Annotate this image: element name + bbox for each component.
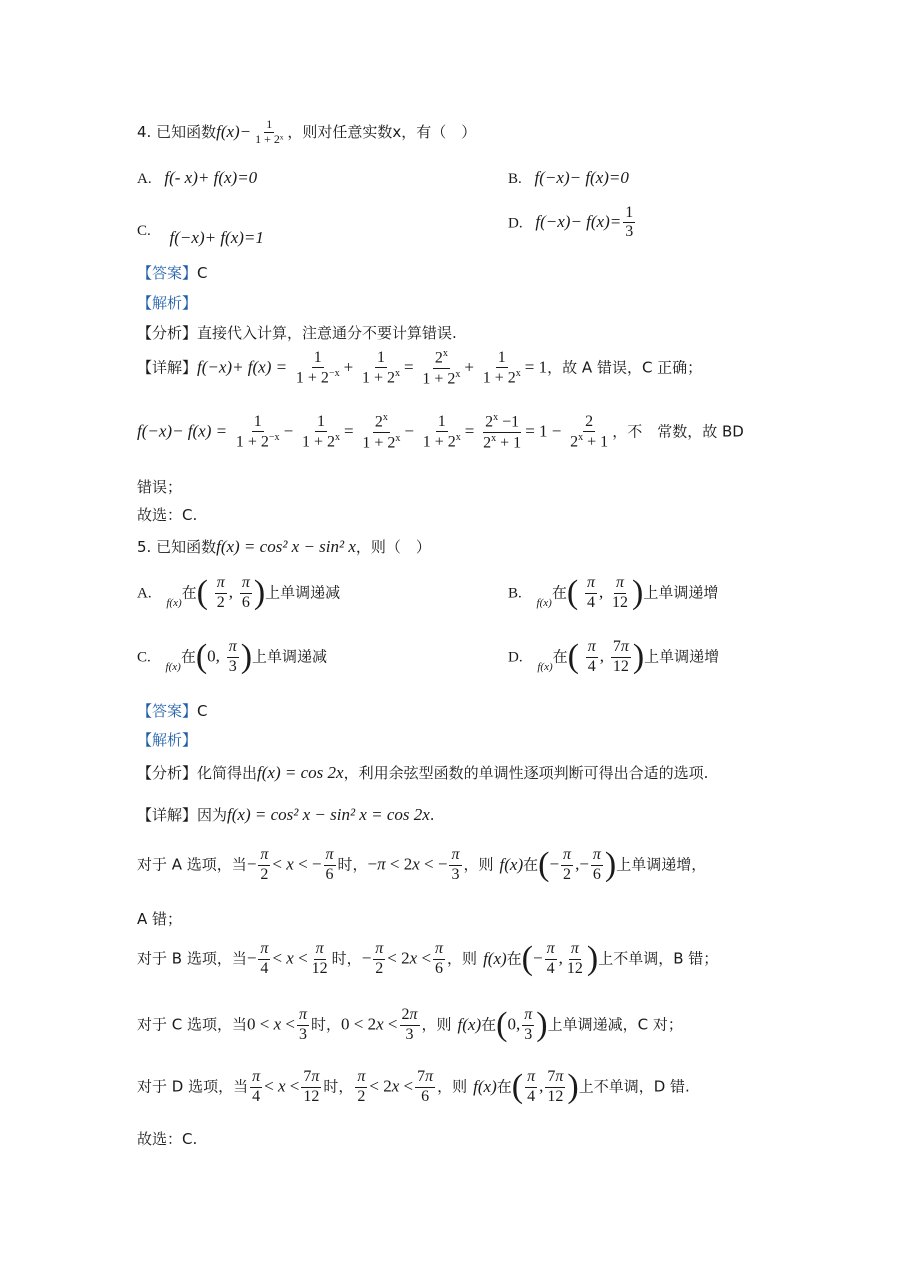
q5-item-c: 对于 C 选项，当0 < x < $\frac{\pi}{3}$ 时，0 < 2x < $\frac{2\pi}{3}$ ，则 f(x)在(0, $\frac{\pi}{3}$ )上单调递减，C 对； [137, 1006, 683, 1043]
q5-stem: 5. 已知函数f(x) = cos² x − sin² x，则（ ） [137, 537, 431, 556]
q4-option-b: B. f(−x)− f(x)=0 [508, 168, 629, 187]
q4-fraction: $\frac{1}{\text{1 + 2ˣ}}$ [255, 117, 284, 146]
q4-fenxi: 【分析】直接代入计算，注意通分不要计算错误. [137, 324, 457, 342]
q4-analysis-tag: 【解析】 [137, 294, 198, 312]
q4-option-c: C. f(−x)+ f(x)=1 [137, 223, 264, 247]
q5-option-a: A. $_{f(x)}$在( $\frac{\pi}{2}$ , $\frac{\pi}{6}$ )上单调递减 [137, 574, 341, 611]
q5-answer: 【答案】C [137, 702, 208, 720]
q4-option-a: A. f(- x)+ f(x)=0 [137, 168, 258, 187]
q4-stem [137, 118, 476, 147]
q5-detail: 【详解】因为f(x) = cos² x − sin² x = cos 2x. [137, 805, 435, 824]
q4-stem-suffix: ，则对任意实数x，有（ ） [287, 122, 477, 141]
q4-option-d: D. f(−x)− f(x)= $\frac{1}{3}$ [508, 204, 634, 241]
q4-detail-2: f(−x)− f(x) = $\frac{1}{1 + 2^{-x}}$ − $\frac{1}{1 + 2^x}$ = $\frac{2^x}{1 + 2^x}$ − $\frac{1}{1 + 2^x}$ = $\frac{2^x -1}{2^x + 1}$ = 1 − $\frac{2}{2^x + 1}$ ，不 常数，故 BD [137, 412, 744, 452]
q5-option-c: C. $_{f(x)}$在(0, $\frac{\pi}{3}$ )上单调递减 [137, 638, 328, 675]
q5-item-a: 对于 A 选项，当− $\frac{\pi}{2}$ < x < − $\frac{\pi}{6}$ 时，−π < 2x < − $\frac{\pi}{3}$ ，则 f(x)在(− $\frac{\pi}{2}$ ,− $\frac{\pi}{6}$ )上单调递增， [137, 846, 707, 883]
q4-answer: 【答案】C [137, 264, 208, 282]
q5-fenxi: 【分析】化简得出f(x) = cos 2x，利用余弦型函数的单调性逐项判断可得出合适的选项. [137, 763, 709, 782]
q5-option-b: B. $_{f(x)}$在( $\frac{\pi}{4}$ , $\frac{\pi}{12}$ )上单调递增 [508, 574, 719, 611]
q5-item-b: 对于 B 选项，当− $\frac{\pi}{4}$ < x < $\frac{\pi}{12}$ 时，− $\frac{\pi}{2}$ < 2x < $\frac{\pi}{6}$ ，则 f(x)在(− $\frac{\pi}{4}$ , $\frac{\pi}{12}$ )上不单调，B 错； [137, 940, 719, 977]
q5-item-a-cont: A 错； [137, 910, 183, 928]
q5-item-d: 对于 D 选项，当 $\frac{\pi}{4}$ < x < $\frac{7\pi}{12}$ 时， $\frac{\pi}{2}$ < 2x < $\frac{7\pi}{6}$ ，则 f(x)在( $\frac{\pi}{4}$ , $\frac{7\pi}{12}$ )上不单调，D 错. [137, 1068, 690, 1105]
q5-conclusion: 故选：C. [137, 1130, 198, 1148]
q5-option-d: D. $_{f(x)}$在( $\frac{\pi}{4}$ , $\frac{7\pi}{12}$ )上单调递增 [508, 638, 720, 675]
q4-conclusion: 故选：C. [137, 506, 198, 524]
q5-analysis-tag: 【解析】 [137, 731, 198, 749]
q4-func: f(x)− [216, 121, 252, 141]
q4-detail-2-cont: 错误； [137, 478, 183, 496]
q4-stem-prefix: 4. 已知函数 [137, 122, 217, 141]
q4-detail-1: 【详解】f(−x)+ f(x) = $\frac{1}{1 + 2^{-x}}$ + $\frac{1}{1 + 2^x}$ = $\frac{2^x}{1 + 2^x}$ + $\frac{1}{1 + 2^x}$ = 1，故 A 错误，C 正确； [137, 348, 703, 388]
